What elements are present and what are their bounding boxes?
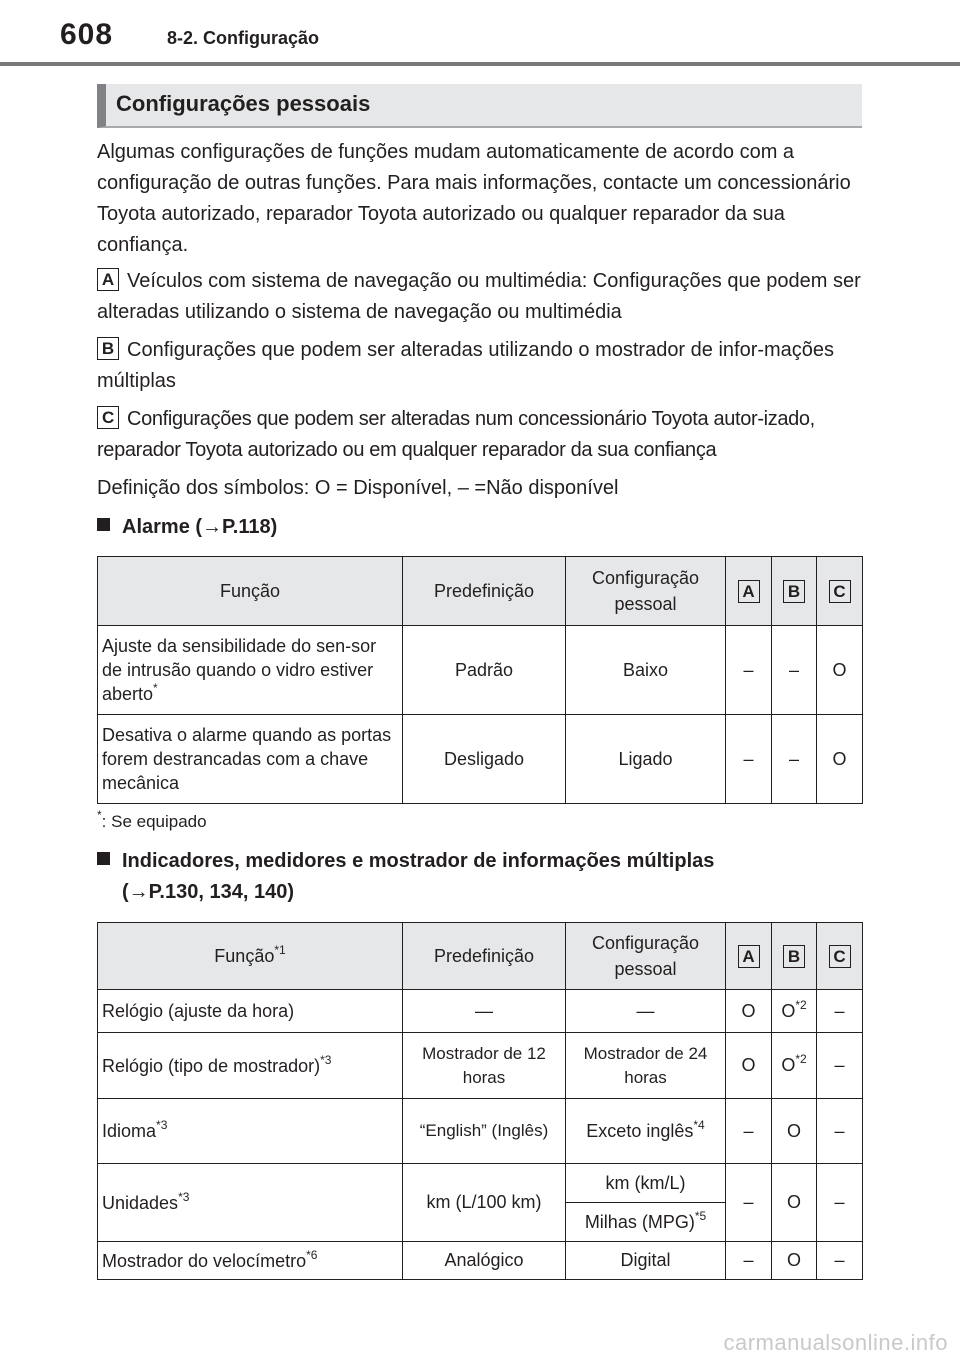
cell-c: – <box>817 1164 863 1242</box>
header-rule <box>0 62 960 66</box>
chapter-title: 8-2. Configuração <box>167 28 320 48</box>
cell-function: Unidades$^{*3}$ <box>98 1164 403 1242</box>
cell-function: Mostrador do velocímetro$^{*6}$ <box>98 1242 403 1280</box>
legend-item-c <box>97 404 867 466</box>
gauges-heading-text: Indicadores, medidores e mostrador de informações múltiplas <box>122 850 715 872</box>
table-header-row <box>98 557 863 626</box>
cell-a: O <box>726 990 772 1033</box>
cell-a: – <box>726 715 772 804</box>
legend-text-b: Configurações que podem ser alteradas utilizando o mostrador de infor-mações múltiplas <box>97 339 835 392</box>
cell-default: Padrão <box>403 626 566 715</box>
cell-personal: Ligado <box>566 715 726 804</box>
badge-b: B <box>97 337 119 360</box>
table-row <box>98 1242 863 1280</box>
bullet-square-icon <box>97 518 110 531</box>
header-function: Função <box>98 557 403 626</box>
cell-c: – <box>817 1099 863 1164</box>
badge-b: B <box>783 945 805 968</box>
cell-b: O <box>772 1242 817 1280</box>
badge-a: A <box>738 945 760 968</box>
legend-text-c: Configurações que podem ser alteradas num concessionário Toyota autor-izado, reparador Toyota autorizado ou em qualquer reparador da sua confiança <box>97 408 815 461</box>
header-c <box>817 923 863 990</box>
cell-c: – <box>817 990 863 1033</box>
alarm-footnote: *: Se equipado <box>97 808 207 831</box>
cell-a: – <box>726 1242 772 1280</box>
cell-personal: Mostrador de 24 horas <box>566 1033 726 1099</box>
alarm-table <box>97 556 863 804</box>
intro-paragraph: Algumas configurações de funções mudam automaticamente de acordo com a configuração de outras funções. Para mais informações, contacte um concessionário Toyota autorizado, reparador Toyota autorizado ou qualquer reparador da sua confiança. <box>97 141 851 256</box>
table-header-row <box>98 923 863 990</box>
cell-b: O <box>772 1164 817 1242</box>
cell-a: O <box>726 1033 772 1099</box>
cell-c: O <box>817 626 863 715</box>
page-number: 608 <box>60 18 114 51</box>
cell-b: – <box>772 715 817 804</box>
cell-default: Analógico <box>403 1242 566 1280</box>
cell-function: Relógio (ajuste da hora) <box>98 990 403 1033</box>
legend-item-a <box>97 266 867 328</box>
cell-function: Idioma$^{*3}$ <box>98 1099 403 1164</box>
alarm-heading-text: Alarme (→P.118) <box>122 516 278 538</box>
table-row <box>98 1033 863 1099</box>
badge-a: A <box>738 580 760 603</box>
cell-c: O <box>817 715 863 804</box>
symbols-definition: Definição dos símbolos: O = Disponível, – =Não disponível <box>97 477 619 499</box>
cell-personal: Digital <box>566 1242 726 1280</box>
section-header <box>97 84 862 128</box>
bullet-square-icon <box>97 852 110 865</box>
table-row <box>98 990 863 1033</box>
header-personal: Configuração pessoal <box>566 923 726 990</box>
cell-personal: — <box>566 990 726 1033</box>
cell-a: – <box>726 1099 772 1164</box>
table-row <box>98 1164 863 1203</box>
cell-default: Mostrador de 12 horas <box>403 1033 566 1099</box>
cell-b: $O^{*2}$ <box>772 1033 817 1099</box>
gauges-table <box>97 922 863 1280</box>
watermark: carmanualsonline.info <box>723 1330 948 1355</box>
cell-personal-alt: Milhas (MPG)$^{*5}$ <box>566 1203 726 1242</box>
cell-default: — <box>403 990 566 1033</box>
section-title: Configurações pessoais <box>116 91 371 116</box>
alarm-heading <box>97 512 867 543</box>
header-personal: Configuração pessoal <box>566 557 726 626</box>
cell-default: “English” (Inglês) <box>403 1099 566 1164</box>
cell-a: – <box>726 626 772 715</box>
cell-personal: Baixo <box>566 626 726 715</box>
gauges-heading <box>97 846 867 908</box>
table-row <box>98 1099 863 1164</box>
badge-b: B <box>783 580 805 603</box>
cell-personal: km (km/L) <box>566 1164 726 1203</box>
legend-item-b <box>97 335 867 397</box>
cell-default: Desligado <box>403 715 566 804</box>
table-row <box>98 715 863 804</box>
cell-function: Desativa o alarme quando as portas forem destrancadas com a chave mecânica <box>98 715 403 804</box>
badge-c: C <box>97 406 119 429</box>
table-row <box>98 626 863 715</box>
gauges-heading-ref: (→P.130, 134, 140) <box>122 881 294 903</box>
cell-c: – <box>817 1033 863 1099</box>
badge-c: C <box>829 945 851 968</box>
cell-b: – <box>772 626 817 715</box>
badge-a: A <box>97 268 119 291</box>
cell-b: O <box>772 1099 817 1164</box>
cell-default: km (L/100 km) <box>403 1164 566 1242</box>
header-b <box>772 557 817 626</box>
legend-text-a: Veículos com sistema de navegação ou multimédia: Configurações que podem ser alteradas utilizando o sistema de navegação ou multimédia <box>97 270 861 323</box>
header-a <box>726 557 772 626</box>
header-c <box>817 557 863 626</box>
header-b <box>772 923 817 990</box>
cell-function: Relógio (tipo de mostrador)$^{*3}$ <box>98 1033 403 1099</box>
header-default: Predefinição <box>403 923 566 990</box>
header-function: Função$^{*1}$ <box>98 923 403 990</box>
header-a <box>726 923 772 990</box>
badge-c: C <box>829 580 851 603</box>
cell-personal: Exceto inglês$^{*4}$ <box>566 1099 726 1164</box>
cell-a: – <box>726 1164 772 1242</box>
header-default: Predefinição <box>403 557 566 626</box>
cell-b: $O^{*2}$ <box>772 990 817 1033</box>
cell-function: Ajuste da sensibilidade do sen-sor de intrusão quando o vidro estiver aberto* <box>98 626 403 715</box>
cell-c: – <box>817 1242 863 1280</box>
